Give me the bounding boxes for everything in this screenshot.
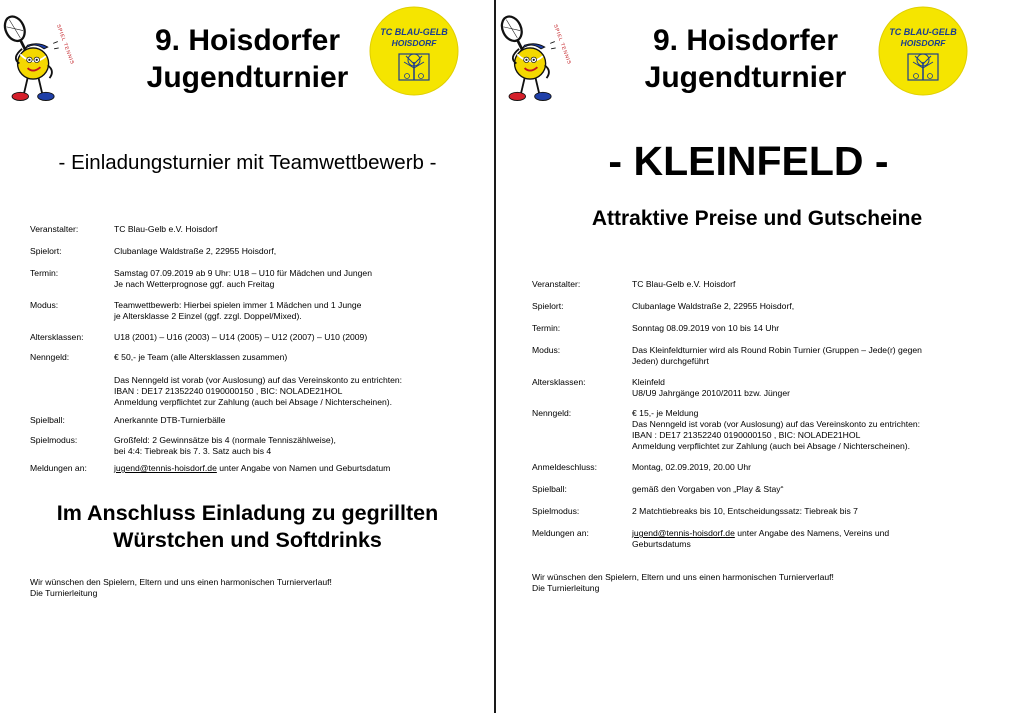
info-value: € 50,- je Team (alle Altersklassen zusammen): [114, 352, 288, 362]
info-row: [30, 224, 470, 246]
club-logo-text-bottom: HOISDORF: [900, 38, 946, 48]
info-label: Nenngeld:: [532, 408, 572, 418]
title-line-2: Jugendturnier: [644, 61, 847, 94]
footer-signature: Die Turnierleitung: [30, 588, 98, 598]
mascot-caption: SPIEL TENNIS: [551, 23, 573, 66]
info-label: Meldungen an:: [532, 528, 589, 538]
info-row: [532, 345, 972, 377]
info-row: [30, 375, 470, 415]
info-table: [532, 279, 972, 550]
info-label: Spielmodus:: [30, 435, 78, 445]
info-value: Großfeld: 2 Gewinnsätze bis 4 (normale Tenniszählweise), bei 4:4: Tiebreak bis 7. 3. Satz auch bis 4: [114, 435, 336, 456]
info-row: [30, 246, 470, 268]
info-row: [532, 462, 972, 484]
kleinfeld-heading: - KLEINFELD -: [608, 138, 889, 184]
club-logo-text-top: TC BLAU-GELB: [380, 27, 448, 37]
footer-signature: Die Turnierleitung: [532, 583, 600, 593]
contact-email-link[interactable]: jugend@tennis-hoisdorf.de: [114, 463, 217, 473]
info-label: Veranstalter:: [30, 224, 79, 234]
closing-invitation: [0, 500, 495, 554]
info-row: [30, 300, 470, 332]
info-label: Spielball:: [532, 484, 567, 494]
club-logo-text-top: TC BLAU-GELB: [889, 27, 957, 37]
info-label: Modus:: [30, 300, 59, 310]
info-value: Das Nenngeld ist vorab (vor Auslosung) auf das Vereinskonto zu entrichten: IBAN : DE17 21352240 0190000150 , BIC: NOLADE21HOL Anmeldung verpflichtet zur Zahlung (auch bei Absage / Nichterscheinen).: [114, 375, 403, 407]
info-value: Das Kleinfeldturnier wird als Round Robin Turnier (Gruppen – Jede(r) gegen Jeden) durchgeführt: [632, 345, 922, 366]
title-line-1: 9. Hoisdorfer: [154, 24, 341, 57]
info-row: [532, 377, 972, 408]
contact-note-line-2: Geburtsdatums: [632, 539, 691, 549]
info-label: Nenngeld:: [30, 352, 70, 362]
footer-greeting: Wir wünschen den Spielern, Eltern und uns einen harmonischen Turnierverlauf!: [532, 572, 834, 582]
closing-line-1: Im Anschluss Einladung zu gegrillten: [56, 501, 439, 525]
info-value: € 15,- je Meldung Das Nenngeld ist vorab (vor Auslosung) auf das Vereinskonto zu entrichten: IBAN : DE17 21352240 0190000150 , BIC: NOLADE21HOL Anmeldung verpflichtet zur Zahlung (auch bei Absage / Nichterscheinen).: [632, 408, 921, 451]
footer: [30, 577, 332, 599]
info-value: 2 Matchtiebreaks bis 10, Entscheidungssatz: Tiebreak bis 7: [632, 506, 858, 516]
info-row: [532, 506, 972, 528]
prizes-heading: Attraktive Preise und Gutscheine: [591, 207, 923, 230]
info-row: [532, 301, 972, 323]
closing-line-2: Würstchen und Softdrinks: [113, 528, 382, 552]
info-value: Sonntag 08.09.2019 von 10 bis 14 Uhr: [632, 323, 780, 333]
info-label: Anmeldeschluss:: [532, 462, 597, 472]
info-row: [532, 408, 972, 462]
subtitle: - Einladungsturnier mit Teamwettbewerb -: [58, 151, 437, 174]
contact-note: unter Angabe von Namen und Geburtsdatum: [216, 463, 391, 473]
info-value: TC Blau-Gelb e.V. Hoisdorf: [114, 224, 218, 234]
title-line-2: Jugendturnier: [146, 61, 349, 94]
info-value: Anerkannte DTB-Turnierbälle: [114, 415, 226, 425]
info-row: [30, 268, 470, 300]
contact-email-link[interactable]: jugend@tennis-hoisdorf.de: [632, 528, 735, 538]
mascot-caption: SPIEL TENNIS: [54, 23, 76, 66]
page-title: [0, 22, 495, 96]
info-label: Altersklassen:: [30, 332, 84, 342]
info-row-contact: [532, 528, 972, 550]
info-label: Spielball:: [30, 415, 65, 425]
info-value: Clubanlage Waldstraße 2, 22955 Hoisdorf,: [632, 301, 795, 311]
info-row: [30, 435, 470, 463]
info-table: [30, 224, 470, 474]
info-row: [532, 484, 972, 506]
info-row: [532, 323, 972, 345]
info-value: [632, 528, 972, 550]
info-label: Termin:: [532, 323, 561, 333]
footer: [532, 572, 834, 594]
info-label: [30, 375, 114, 415]
left-flyer-page: [0, 0, 495, 713]
info-label: Spielort:: [532, 301, 564, 311]
info-value: Samstag 07.09.2019 ab 9 Uhr: U18 – U10 für Mädchen und Jungen Je nach Wetterprognose ggf. auch Freitag: [114, 268, 372, 289]
info-value: gemäß den Vorgaben von „Play & Stay“: [632, 484, 784, 494]
info-label: Meldungen an:: [30, 463, 87, 473]
info-row-contact: [30, 463, 470, 474]
info-row: [30, 332, 470, 352]
info-label: Termin:: [30, 268, 59, 278]
footer-greeting: Wir wünschen den Spielern, Eltern und uns einen harmonischen Turnierverlauf!: [30, 577, 332, 587]
club-logo-text-bottom: HOISDORF: [391, 38, 437, 48]
info-row: [30, 415, 470, 435]
info-value: TC Blau-Gelb e.V. Hoisdorf: [632, 279, 736, 289]
title-line-1: 9. Hoisdorfer: [652, 24, 839, 57]
info-value: Kleinfeld U8/U9 Jahrgänge 2010/2011 bzw. Jünger: [632, 377, 790, 398]
info-value: Clubanlage Waldstraße 2, 22955 Hoisdorf,: [114, 246, 277, 256]
info-label: Modus:: [532, 345, 561, 355]
info-row: [30, 352, 470, 375]
info-value: Teamwettbewerb: Hierbei spielen immer 1 Mädchen und 1 Junge je Altersklasse 2 Einzel (ggf. zzgl. Doppel/Mixed).: [114, 300, 362, 321]
info-value: U18 (2001) – U16 (2003) – U14 (2005) – U12 (2007) – U10 (2009): [114, 332, 368, 342]
page-title: [494, 22, 997, 96]
info-row: [532, 279, 972, 301]
page-divider: [494, 0, 496, 713]
right-flyer-page: [497, 0, 1000, 713]
info-label: Veranstalter:: [532, 279, 581, 289]
info-value: [114, 463, 470, 474]
info-label: Altersklassen:: [532, 377, 586, 387]
info-value: Montag, 02.09.2019, 20.00 Uhr: [632, 462, 751, 472]
info-label: Spielmodus:: [532, 506, 580, 516]
info-label: Spielort:: [30, 246, 62, 256]
contact-note: unter Angabe des Namens, Vereins und: [734, 528, 890, 538]
